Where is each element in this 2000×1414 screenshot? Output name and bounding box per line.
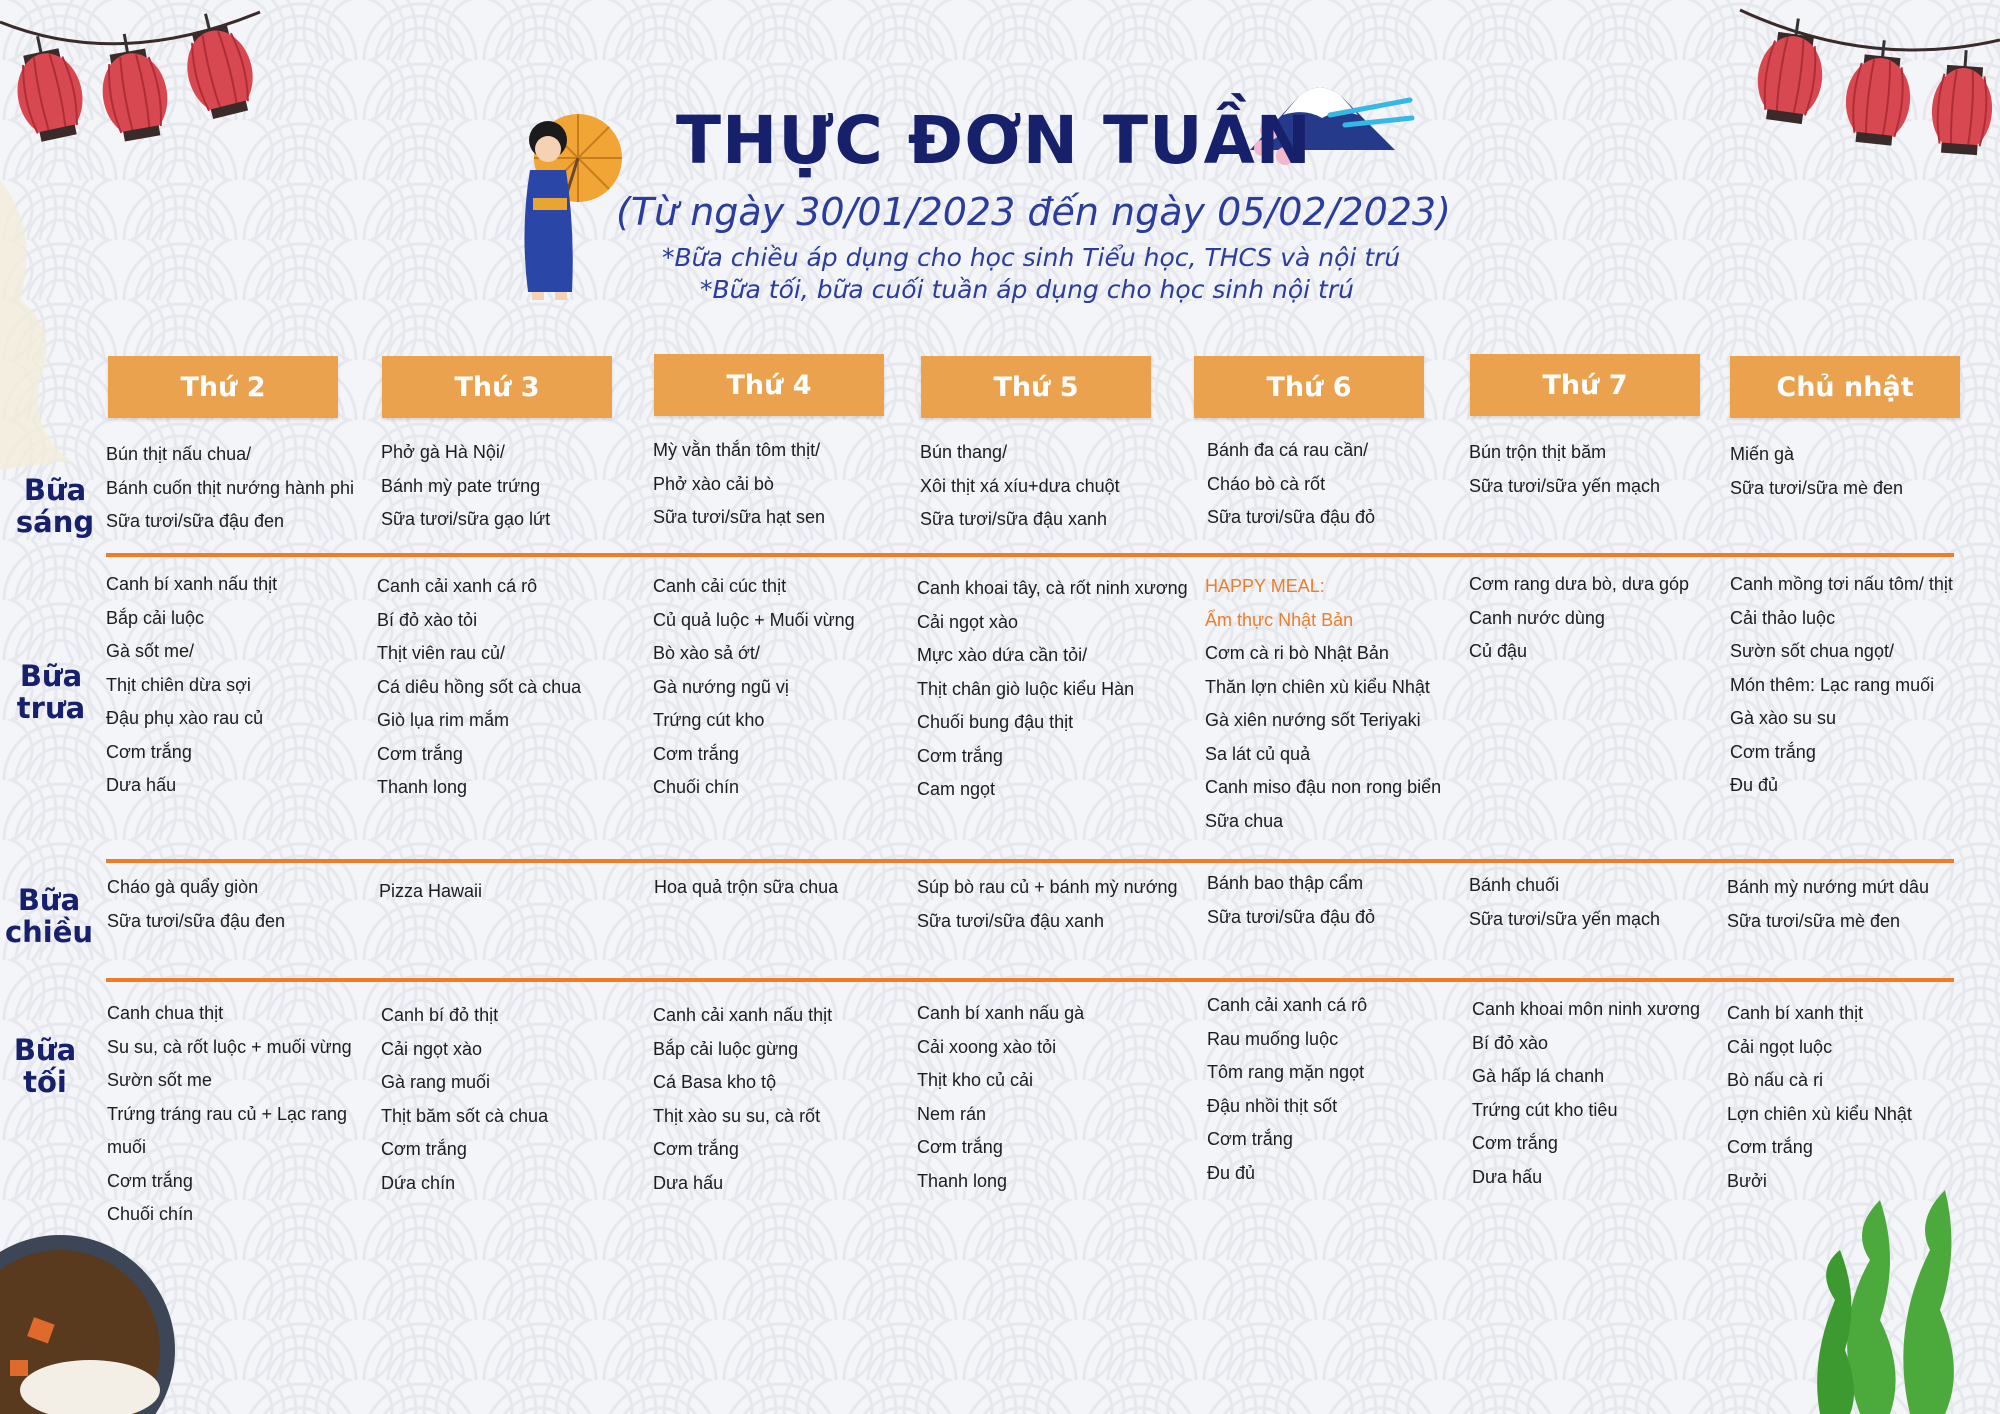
menu-item: Thịt băm sốt cà chua bbox=[381, 1105, 549, 1126]
menu-item: Gà nướng ngũ vị bbox=[653, 676, 789, 697]
afternoon-thu-3 bbox=[379, 875, 649, 909]
breakfast-thu-6 bbox=[1207, 434, 1477, 535]
menu-item: Dứa chín bbox=[381, 1172, 456, 1193]
day-header-thu-6: Thứ 6 bbox=[1194, 356, 1424, 418]
afternoon-thu-4 bbox=[654, 871, 924, 905]
menu-item: muối bbox=[107, 1137, 147, 1157]
menu-item: Củ đậu bbox=[1469, 641, 1528, 661]
menu-item: Cơm trắng bbox=[381, 1139, 467, 1159]
afternoon-thu-2 bbox=[107, 871, 377, 938]
day-header-thu-5: Thứ 5 bbox=[921, 356, 1151, 418]
menu-item: Canh khoai môn ninh xương bbox=[1472, 999, 1700, 1019]
menu-item: Sườn sốt me bbox=[107, 1070, 212, 1090]
day-header-thu-4: Thứ 4 bbox=[654, 354, 884, 416]
menu-item: Cá Basa kho tộ bbox=[653, 1072, 777, 1092]
menu-item: Bưởi bbox=[1727, 1170, 1767, 1191]
menu-item: Dưa hấu bbox=[1472, 1166, 1543, 1187]
menu-item: Đu đủ bbox=[1207, 1162, 1256, 1183]
menu-item: Bánh bao thập cẩm bbox=[1207, 873, 1364, 893]
menu-item: Canh bí xanh thịt bbox=[1727, 1003, 1864, 1023]
note-evening: *Bữa tối, bữa cuối tuần áp dụng cho học sinh nội trú bbox=[700, 275, 1354, 304]
menu-item: Bún trộn thịt băm bbox=[1469, 442, 1607, 462]
afternoon-thu-7 bbox=[1469, 869, 1739, 936]
menu-item: Cơm rang dưa bò, dưa góp bbox=[1469, 574, 1690, 594]
menu-item: Chuối chín bbox=[653, 777, 740, 797]
breakfast-thu-7 bbox=[1469, 436, 1739, 503]
menu-item: Canh khoai tây, cà rốt ninh xương bbox=[917, 578, 1188, 598]
menu-item: Sa lát củ quả bbox=[1205, 743, 1311, 764]
menu-item: Thịt chiên dừa sợi bbox=[106, 674, 251, 695]
menu-item: Bánh mỳ pate trứng bbox=[381, 475, 541, 496]
menu-item: Đậu phụ xào rau củ bbox=[106, 708, 264, 728]
menu-item: Mực xào dứa cần tỏi/ bbox=[917, 645, 1088, 665]
menu-item: Cơm cà ri bò Nhật Bản bbox=[1205, 643, 1389, 663]
meal-label-breakfast-line1: Bữa bbox=[23, 473, 87, 507]
menu-item: Rau muống luộc bbox=[1207, 1028, 1339, 1049]
menu-item: Sữa tươi/sữa đậu đen bbox=[106, 511, 285, 531]
menu-item: Cải ngọt xào bbox=[917, 611, 1019, 632]
menu-item: Thịt chân giò luộc kiểu Hàn bbox=[917, 678, 1135, 699]
menu-item: Cơm trắng bbox=[377, 743, 463, 764]
menu-item: Cháo bò cà rốt bbox=[1207, 473, 1326, 494]
menu-item: Canh bí đỏ thịt bbox=[381, 1005, 499, 1025]
menu-item: Bún thịt nấu chua/ bbox=[106, 444, 252, 464]
menu-item: Thăn lợn chiên xù kiểu Nhật bbox=[1205, 676, 1430, 697]
menu-item: Củ quả luộc + Muối vừng bbox=[653, 609, 855, 630]
meal-label-afternoon-line1: Bữa bbox=[17, 883, 81, 917]
menu-item: Cơm trắng bbox=[107, 1170, 193, 1191]
breakfast-thu-5 bbox=[920, 436, 1190, 537]
menu-item: Thịt viên rau củ/ bbox=[377, 643, 506, 663]
happy-meal-label: HAPPY MEAL: bbox=[1205, 576, 1325, 596]
menu-item: Cam ngọt bbox=[917, 779, 996, 799]
menu-item: Gà sốt me/ bbox=[106, 641, 195, 661]
happy-meal-theme: Ẩm thực Nhật Bản bbox=[1205, 609, 1354, 630]
meal-label-dinner-line1: Bữa bbox=[13, 1033, 77, 1067]
menu-item: Bún thang/ bbox=[920, 442, 1008, 462]
day-header-thu-2: Thứ 2 bbox=[108, 356, 338, 418]
note-afternoon: *Bữa chiều áp dụng cho học sinh Tiểu học, THCS và nội trú bbox=[662, 243, 1401, 272]
date-range: (Từ ngày 30/01/2023 đến ngày 05/02/2023) bbox=[616, 190, 1451, 234]
meal-label-afternoon-line2: chiều bbox=[4, 915, 94, 949]
menu-item: Bò nấu cà ri bbox=[1727, 1070, 1824, 1090]
menu-item: Su su, cà rốt luộc + muối vừng bbox=[107, 1036, 352, 1057]
menu-item: Bí đỏ xào tỏi bbox=[377, 609, 478, 630]
menu-item: Phở gà Hà Nội/ bbox=[381, 442, 505, 462]
menu-item: Cơm trắng bbox=[917, 745, 1003, 766]
menu-item: Bí đỏ xào bbox=[1472, 1032, 1549, 1053]
menu-item: Sữa tươi/sữa yến mạch bbox=[1469, 908, 1661, 929]
menu-item: Sữa tươi/sữa mè đen bbox=[1730, 477, 1904, 498]
dinner-thu-7 bbox=[1472, 993, 1742, 1194]
menu-item: Thịt kho củ cải bbox=[917, 1070, 1034, 1090]
separator-breakfast-lunch bbox=[106, 553, 1954, 557]
menu-item: Gà hấp lá chanh bbox=[1472, 1066, 1605, 1086]
dinner-chu-nhat bbox=[1727, 997, 1997, 1198]
lunch-chu-nhat bbox=[1730, 568, 2000, 803]
menu-item: Súp bò rau củ + bánh mỳ nướng bbox=[917, 877, 1178, 897]
menu-item: Sữa chua bbox=[1205, 810, 1284, 831]
menu-item: Bánh đa cá rau cần/ bbox=[1207, 440, 1369, 460]
menu-item: Sữa tươi/sữa yến mạch bbox=[1469, 475, 1661, 496]
meal-label-dinner bbox=[0, 1034, 90, 1098]
menu-item: Hoa quả trộn sữa chua bbox=[654, 877, 839, 897]
dinner-thu-2 bbox=[107, 997, 377, 1232]
meal-label-afternoon bbox=[4, 884, 94, 948]
meal-label-lunch-line2: trưa bbox=[16, 691, 86, 725]
menu-item: Bắp cải luộc bbox=[106, 607, 205, 628]
menu-item: Canh chua thịt bbox=[107, 1003, 224, 1023]
menu-item: Đậu nhồi thịt sốt bbox=[1207, 1095, 1338, 1116]
menu-item: Canh cải xanh cá rô bbox=[377, 576, 538, 596]
breakfast-thu-2 bbox=[106, 438, 376, 539]
dinner-thu-5 bbox=[917, 997, 1187, 1198]
menu-item: Canh bí xanh nấu gà bbox=[917, 1003, 1085, 1023]
meal-label-breakfast bbox=[10, 474, 100, 538]
menu-item: Sữa tươi/sữa đậu đen bbox=[107, 910, 286, 931]
menu-item: Cơm trắng bbox=[106, 741, 192, 762]
menu-item: Gà xào su su bbox=[1730, 708, 1837, 728]
breakfast-thu-4 bbox=[653, 434, 923, 535]
meal-label-lunch bbox=[6, 660, 96, 724]
menu-item: Canh cải cúc thịt bbox=[653, 576, 787, 596]
menu-item: Bắp cải luộc gừng bbox=[653, 1038, 799, 1059]
menu-item: Cơm trắng bbox=[653, 1139, 739, 1159]
meal-label-lunch-line1: Bữa bbox=[19, 659, 83, 693]
menu-item: Cá diêu hồng sốt cà chua bbox=[377, 676, 582, 697]
menu-item: Cải xoong xào tỏi bbox=[917, 1036, 1057, 1057]
menu-item: Chuối chín bbox=[107, 1204, 194, 1224]
menu-item: Canh nước dùng bbox=[1469, 607, 1605, 628]
menu-item: Cơm trắng bbox=[1730, 741, 1816, 762]
menu-item: Cải thảo luộc bbox=[1730, 607, 1836, 628]
menu-item: Bánh chuối bbox=[1469, 875, 1560, 895]
menu-item: Cơm trắng bbox=[1472, 1133, 1558, 1153]
dinner-thu-6 bbox=[1207, 989, 1477, 1190]
afternoon-chu-nhat bbox=[1727, 871, 1997, 938]
menu-item: Sữa tươi/sữa gạo lứt bbox=[381, 509, 551, 529]
menu-item: Canh bí xanh nấu thịt bbox=[106, 574, 278, 594]
menu-item: Lợn chiên xù kiểu Nhật bbox=[1727, 1103, 1912, 1124]
menu-item: Dưa hấu bbox=[653, 1172, 724, 1193]
menu-item: Cơm trắng bbox=[1207, 1129, 1293, 1149]
separator-afternoon-dinner bbox=[106, 978, 1954, 982]
meal-label-dinner-line2: tối bbox=[23, 1065, 67, 1099]
menu-item: Phở xào cải bò bbox=[653, 473, 774, 494]
menu-item: Cơm trắng bbox=[1727, 1137, 1813, 1157]
menu-item: Giò lụa rim mắm bbox=[377, 710, 510, 730]
menu-item: Cải ngọt luộc bbox=[1727, 1036, 1833, 1057]
menu-item: Miến gà bbox=[1730, 444, 1795, 464]
menu-item: Canh miso đậu non rong biển bbox=[1205, 777, 1442, 797]
menu-item: Cơm trắng bbox=[653, 743, 739, 764]
menu-item: Thanh long bbox=[917, 1170, 1008, 1191]
menu-item: Tôm rang mặn ngọt bbox=[1207, 1062, 1365, 1082]
separator-lunch-afternoon bbox=[106, 859, 1954, 863]
breakfast-thu-3 bbox=[381, 436, 651, 537]
meal-label-breakfast-line2: sáng bbox=[15, 505, 95, 539]
menu-item: Sữa tươi/sữa đậu xanh bbox=[917, 910, 1105, 931]
day-header-thu-3: Thứ 3 bbox=[382, 356, 612, 418]
menu-item: Canh mồng tơi nấu tôm/ thịt bbox=[1730, 574, 1953, 594]
afternoon-thu-5 bbox=[917, 871, 1187, 938]
menu-item: Sữa tươi/sữa đậu xanh bbox=[920, 509, 1108, 529]
menu-item: Pizza Hawaii bbox=[379, 881, 483, 901]
breakfast-chu-nhat bbox=[1730, 438, 2000, 505]
menu-item: Cơm trắng bbox=[917, 1137, 1003, 1157]
menu-item: Xôi thịt xá xíu+dưa chuột bbox=[920, 475, 1120, 496]
lunch-thu-3 bbox=[377, 570, 647, 805]
menu-item: Cháo gà quẩy giòn bbox=[107, 877, 259, 897]
page-title: THỰC ĐƠN TUẦN bbox=[676, 102, 1312, 179]
menu-item: Nem rán bbox=[917, 1103, 987, 1124]
menu-item: Thịt xào su su, cà rốt bbox=[653, 1105, 821, 1126]
menu-item: Cải ngọt xào bbox=[381, 1038, 483, 1059]
menu-item: Dưa hấu bbox=[106, 775, 177, 795]
menu-item: Sữa tươi/sữa đậu đỏ bbox=[1207, 906, 1376, 927]
menu-item: Bánh mỳ nướng mứt dâu bbox=[1727, 877, 1929, 897]
menu-item: Sữa tươi/sữa mè đen bbox=[1727, 910, 1901, 931]
menu-item: Món thêm: Lạc rang muối bbox=[1730, 674, 1935, 695]
menu-item: Bò xào sả ớt/ bbox=[653, 643, 760, 663]
day-header-chu-nhat: Chủ nhật bbox=[1730, 356, 1960, 418]
menu-item: Canh cải xanh nấu thịt bbox=[653, 1005, 833, 1025]
lunch-thu-5 bbox=[917, 572, 1187, 807]
menu-item: Thanh long bbox=[377, 777, 468, 797]
menu-item: Trứng cút kho bbox=[653, 710, 765, 730]
lunch-thu-2 bbox=[106, 568, 376, 803]
day-header-thu-7: Thứ 7 bbox=[1470, 354, 1700, 416]
menu-item: Chuối bung đậu thịt bbox=[917, 712, 1074, 732]
menu-item: Đu đủ bbox=[1730, 775, 1779, 795]
afternoon-thu-6 bbox=[1207, 867, 1477, 934]
menu-item: Canh cải xanh cá rô bbox=[1207, 995, 1368, 1015]
lunch-thu-6 bbox=[1205, 570, 1475, 838]
menu-item: Gà rang muối bbox=[381, 1072, 491, 1092]
lunch-thu-4 bbox=[653, 570, 923, 805]
menu-item: Gà xiên nướng sốt Teriyaki bbox=[1205, 710, 1421, 730]
menu-item: Mỳ vằn thắn tôm thịt/ bbox=[653, 440, 821, 460]
menu-item: Trứng cút kho tiêu bbox=[1472, 1099, 1618, 1120]
menu-item: Sữa tươi/sữa đậu đỏ bbox=[1207, 507, 1376, 527]
menu-item: Bánh cuốn thịt nướng hành phi bbox=[106, 477, 355, 498]
menu-item: Trứng tráng rau củ + Lạc rang bbox=[107, 1103, 348, 1124]
menu-item: Sườn sốt chua ngọt/ bbox=[1730, 641, 1894, 661]
lunch-thu-7 bbox=[1469, 568, 1739, 669]
menu-item: Sữa tươi/sữa hạt sen bbox=[653, 507, 826, 527]
dinner-thu-3 bbox=[381, 999, 651, 1200]
dinner-thu-4 bbox=[653, 999, 923, 1200]
